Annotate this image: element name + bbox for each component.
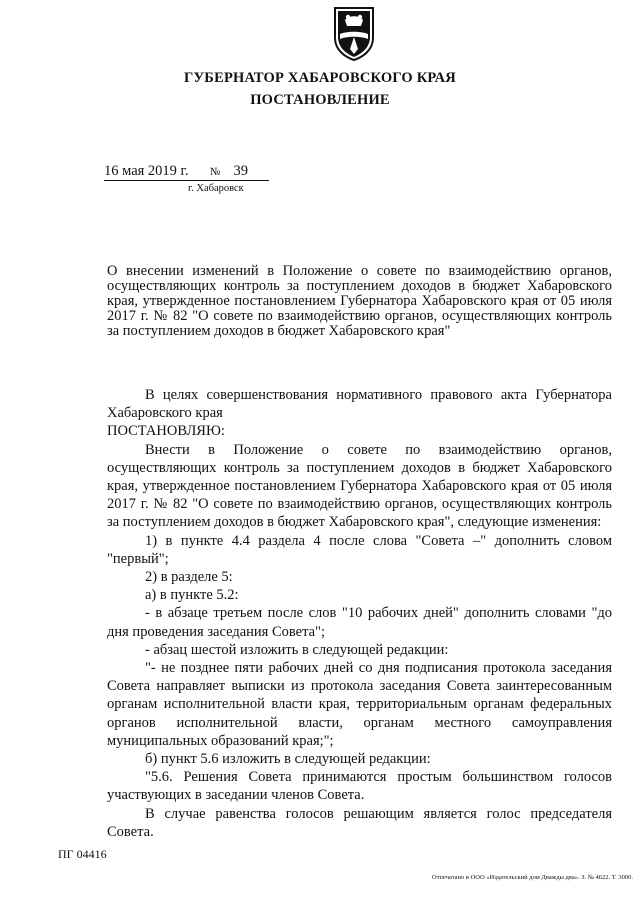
issuer-title: ГУБЕРНАТОР ХАБАРОВСКОГО КРАЯ xyxy=(184,70,456,86)
body-paragraph: В случае равенства голосов решающим является голос председателя Совета. xyxy=(107,805,612,840)
printer-note: Отпечатано в ООО «Издательский дом Дважды два». З. № 4622. Т. 3000. xyxy=(432,874,633,881)
body-paragraph: Внести в Положение о совете по взаимодействию органов, осуществляющих контроль за поступлением доходов в бюджет Хабаровского края, утвержденное постановлением Губернатора Хабаровского края от 05 июля 2017 г. № 82 "О совете по взаимодействию органов, осуществляющих контроль за поступлением доходов в бюджет Хабаровского края", следующие изменения: xyxy=(107,441,612,531)
document-body xyxy=(107,386,612,841)
body-paragraph: 1) в пункте 4.4 раздела 4 после слова "Совета –" дополнить словом "первый"; xyxy=(107,532,612,567)
body-paragraph: "5.6. Решения Совета принимаются простым большинством голосов участвующих в заседании членов Совета. xyxy=(107,769,612,804)
body-paragraph: 2) в разделе 5: xyxy=(145,569,233,586)
date-number-line xyxy=(104,163,248,180)
number-label: № xyxy=(209,166,221,178)
document-date: 16 мая 2019 г. xyxy=(104,163,189,179)
intro-paragraph: В целях совершенствования нормативного правового акта Губернатора Хабаровского края xyxy=(107,387,612,422)
decree-word: ПОСТАНОВЛЯЮ: xyxy=(107,423,225,440)
document-subject: О внесении изменений в Положение о совете по взаимодействию органов, осуществляющих контроль за поступлением доходов в бюджет Хабаровского края, утвержденное постановлением Губернатора Хабаровского края от 05 июля 2017 г. № 82 "О совете по взаимодействию органов, осуществляющих контроль за поступлением доходов в бюджет Хабаровского края" xyxy=(107,263,612,339)
date-underline xyxy=(104,180,269,181)
coat-of-arms-icon xyxy=(331,4,377,62)
city-label: г. Хабаровск xyxy=(188,183,244,194)
document-number: 39 xyxy=(233,163,248,179)
body-paragraph: б) пункт 5.6 изложить в следующей редакции: xyxy=(145,751,431,768)
body-paragraph: - в абзаце третьем после слов "10 рабочих дней" дополнить словами "до дня проведения заседания Совета"; xyxy=(107,605,612,640)
body-paragraph: - абзац шестой изложить в следующей редакции: xyxy=(145,641,449,658)
body-paragraph: а) в пункте 5.2: xyxy=(145,587,239,604)
form-code: ПГ 04416 xyxy=(58,847,107,861)
document-type: ПОСТАНОВЛЕНИЕ xyxy=(250,92,390,108)
body-paragraph: "- не позднее пяти рабочих дней со дня подписания протокола заседания Совета направляет выписки из протокола заседания Совета заинтересованным органам исполнительной власти края, территориальным органам федеральных органов исполнительной власти, органам местного самоуправления муниципальных образований края;"; xyxy=(107,660,612,749)
